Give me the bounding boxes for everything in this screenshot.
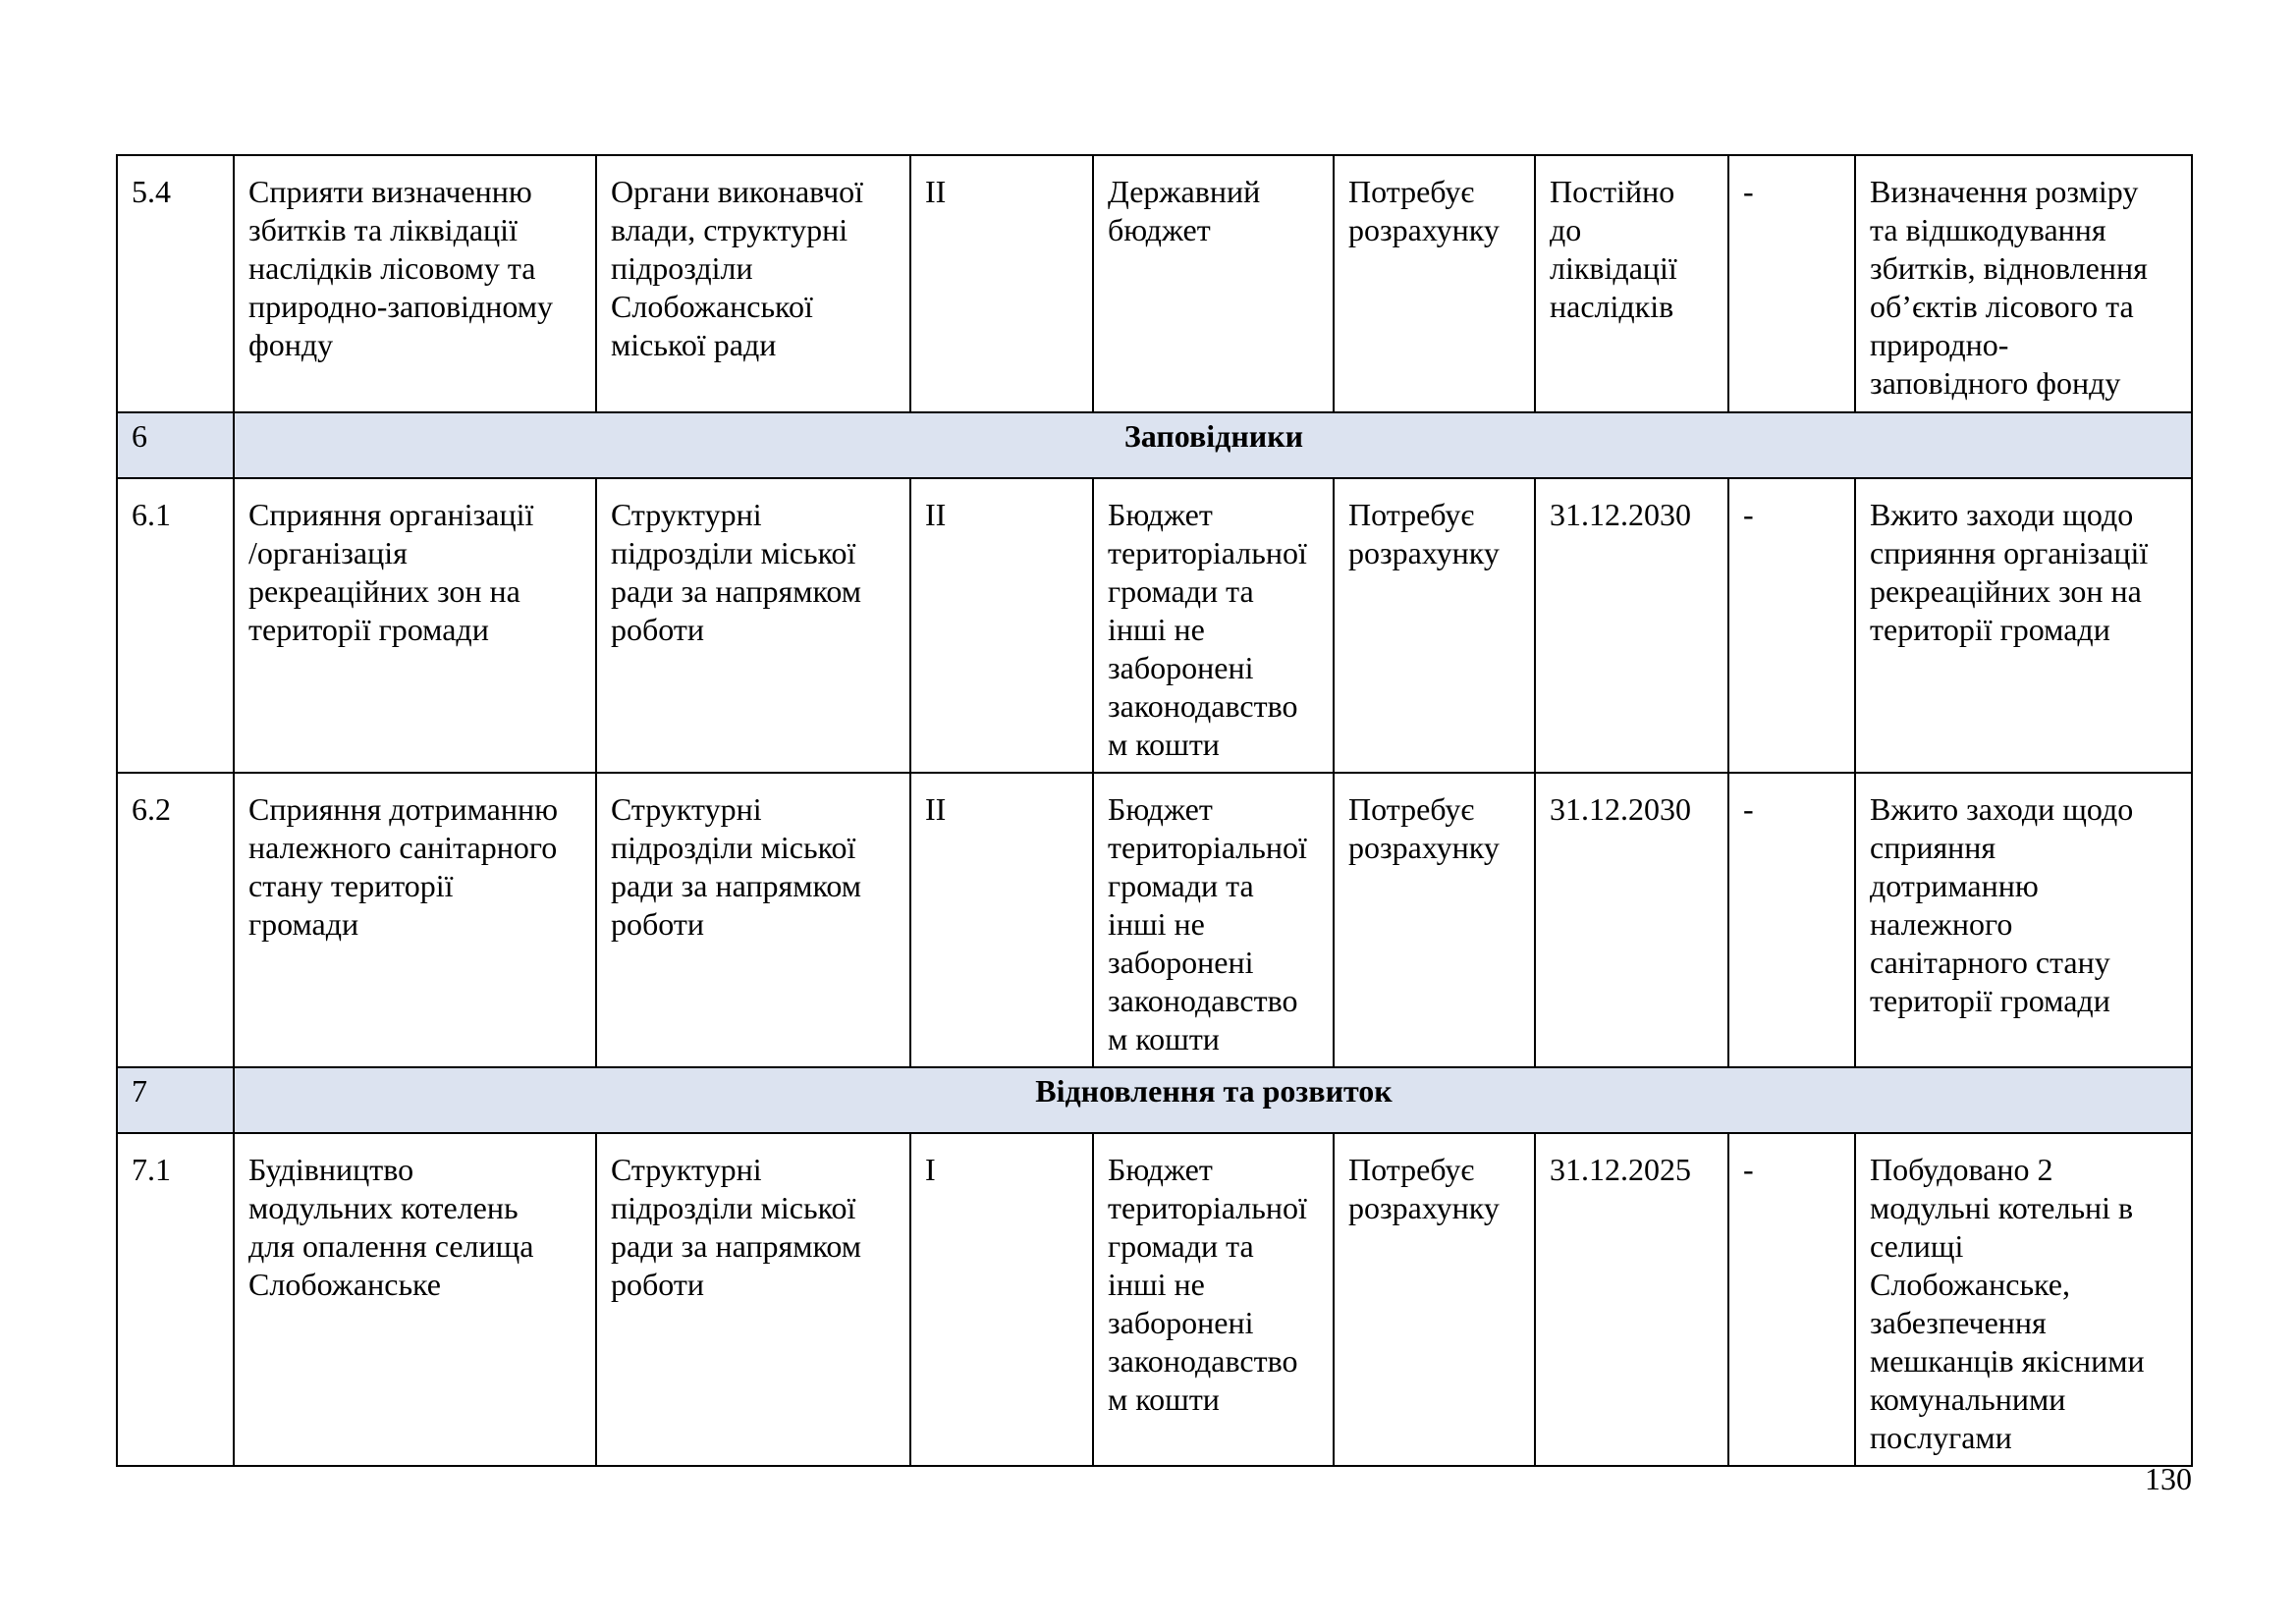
task-cell: Будівництво модульних котелень для опалення селища Слобожанське	[234, 1133, 596, 1466]
section-number: 6	[117, 412, 234, 478]
term-cell: Постійно до ліквідації наслідків	[1535, 155, 1728, 412]
executor-cell: Структурні підрозділи міської ради за напрямком роботи	[596, 773, 910, 1067]
row-number: 6.2	[117, 773, 234, 1067]
priority-cell: II	[910, 773, 1093, 1067]
table-row	[117, 478, 2192, 773]
dash-cell: -	[1728, 773, 1855, 1067]
result-cell: Вжито заходи щодо сприяння організації рекреаційних зон на території громади	[1855, 478, 2192, 773]
dash-cell: -	[1728, 155, 1855, 412]
priority-cell: II	[910, 155, 1093, 412]
section-title: Заповідники	[234, 412, 2192, 478]
executor-cell: Органи виконавчої влади, структурні підрозділи Слобожанської міської ради	[596, 155, 910, 412]
section-title: Відновлення та розвиток	[234, 1067, 2192, 1133]
row-number: 7.1	[117, 1133, 234, 1466]
result-cell: Визначення розміру та відшкодування збитків, відновлення об’єктів лісового та природно- заповідного фонду	[1855, 155, 2192, 412]
funding-source-cell: Бюджет територіальної громади та інші не заборонені законодавство м кошти	[1093, 1133, 1334, 1466]
table-row	[117, 155, 2192, 412]
measures-table	[116, 154, 2193, 1467]
term-cell: 31.12.2030	[1535, 478, 1728, 773]
cost-cell: Потребує розрахунку	[1334, 773, 1535, 1067]
section-number: 7	[117, 1067, 234, 1133]
funding-source-cell: Бюджет територіальної громади та інші не заборонені законодавство м кошти	[1093, 478, 1334, 773]
dash-cell: -	[1728, 1133, 1855, 1466]
priority-cell: II	[910, 478, 1093, 773]
term-cell: 31.12.2030	[1535, 773, 1728, 1067]
table-row	[117, 1133, 2192, 1466]
cost-cell: Потребує розрахунку	[1334, 1133, 1535, 1466]
task-cell: Сприяння дотриманню належного санітарного стану території громади	[234, 773, 596, 1067]
table-row	[117, 773, 2192, 1067]
funding-source-cell: Державний бюджет	[1093, 155, 1334, 412]
row-number: 6.1	[117, 478, 234, 773]
result-cell: Побудовано 2 модульні котельні в селищі Слобожанське, забезпечення мешканців якісними комунальними послугами	[1855, 1133, 2192, 1466]
task-cell: Сприяння організації /організація рекреаційних зон на території громади	[234, 478, 596, 773]
section-row	[117, 412, 2192, 478]
row-number: 5.4	[117, 155, 234, 412]
result-cell: Вжито заходи щодо сприяння дотриманню належного санітарного стану території громади	[1855, 773, 2192, 1067]
page-number: 130	[2145, 1461, 2192, 1496]
cost-cell: Потребує розрахунку	[1334, 155, 1535, 412]
priority-cell: I	[910, 1133, 1093, 1466]
dash-cell: -	[1728, 478, 1855, 773]
executor-cell: Структурні підрозділи міської ради за напрямком роботи	[596, 478, 910, 773]
executor-cell: Структурні підрозділи міської ради за напрямком роботи	[596, 1133, 910, 1466]
funding-source-cell: Бюджет територіальної громади та інші не заборонені законодавство м кошти	[1093, 773, 1334, 1067]
cost-cell: Потребує розрахунку	[1334, 478, 1535, 773]
section-row	[117, 1067, 2192, 1133]
term-cell: 31.12.2025	[1535, 1133, 1728, 1466]
task-cell: Сприяти визначенню збитків та ліквідації наслідків лісовому та природно-заповідному фонду	[234, 155, 596, 412]
